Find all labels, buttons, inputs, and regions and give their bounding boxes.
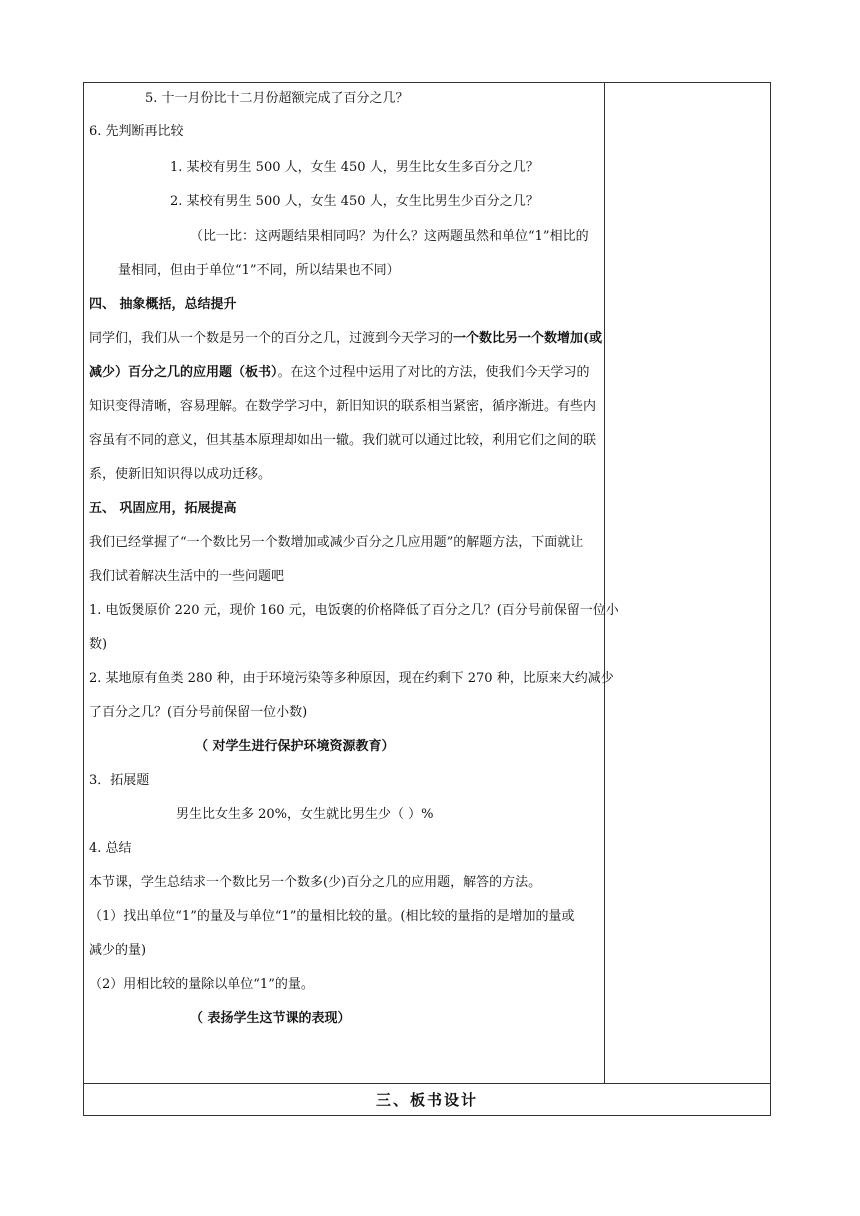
section-4-heading: 四、 抽象概括，总结提升 xyxy=(89,297,237,312)
section-6-heading: 6. 先判断再比较 xyxy=(89,124,184,139)
question-5: 5. 十一月份比十二月份超额完成了百分之几？ xyxy=(145,91,409,106)
extension-question: 男生比女生多 20%，女生就比男生少（ ）% xyxy=(176,807,434,822)
praise-note: （ 表扬学生这节课的表现） xyxy=(190,1011,351,1026)
summary-intro: 本节课，学生总结求一个数比另一个数多(少)百分之几的应用题，解答的方法。 xyxy=(89,875,542,890)
summary-step-1-line-2: 减少的量) xyxy=(89,943,147,958)
section-4-para-line-3: 知识变得清晰，容易理解。在数学学习中，新旧知识的联系相当紧密，循序渐进。有些内 xyxy=(89,399,597,414)
section-4-para-line-5: 系，使新旧知识得以成功迁移。 xyxy=(89,467,272,482)
section-5-para-line-1: 我们已经掌握了“一个数比另一个数增加或减少百分之几应用题”的解题方法，下面就让 xyxy=(89,535,584,550)
exercise-1-line-2: 数) xyxy=(89,637,108,652)
section-6-item-2: 2. 某校有男生 500 人，女生 450 人，女生比男生少百分之几？ xyxy=(170,194,539,209)
exercise-2-line-2: 了百分之几？(百分号前保留一位小数) xyxy=(89,705,308,720)
summary-heading: 4. 总结 xyxy=(89,841,132,856)
exercise-1-line-1: 1. 电饭煲原价 220 元，现价 160 元，电饭褒的价格降低了百分之几？(百分号前保留一位小 xyxy=(89,603,619,618)
para-bold-text: 一个数比另一个数增加(或 xyxy=(453,331,603,346)
section-5-heading: 五、 巩固应用，拓展提高 xyxy=(89,501,237,516)
para-text: 同学们，我们从一个数是另一个的百分之几，过渡到今天学习的 xyxy=(89,331,454,346)
board-design-title: 三、板书设计 xyxy=(375,1091,478,1109)
summary-step-2: （2）用相比较的量除以单位“1”的量。 xyxy=(89,977,314,992)
section-4-para-line-2 xyxy=(89,364,590,382)
para-text: 。在这个过程中运用了对比的方法，使我们今天学习的 xyxy=(277,365,590,380)
section-6-note-line-2: 量相同，但由于单位“1”不同，所以结果也不同） xyxy=(118,263,400,278)
environment-education-note: （ 对学生进行保护环境资源教育） xyxy=(195,739,395,754)
para-bold-text: 减少）百分之几的应用题（板书） xyxy=(89,365,278,380)
column-divider xyxy=(604,82,605,1083)
exercise-2-line-1: 2. 某地原有鱼类 280 种，由于环境污染等多种原因，现在约剩下 270 种，比原来大约减少 xyxy=(89,671,614,686)
section-6-item-1: 1. 某校有男生 500 人，女生 450 人，男生比女生多百分之几？ xyxy=(170,160,539,175)
section-6-note-line-1: （比一比：这两题结果相同吗？为什么？这两题虽然和单位“1”相比的 xyxy=(190,229,589,244)
section-5-para-line-2: 我们试着解决生活中的一些问题吧 xyxy=(89,569,285,584)
section-4-para-line-1 xyxy=(89,330,602,348)
extension-heading: 3．拓展题 xyxy=(89,773,150,788)
section-4-para-line-4: 容虽有不同的意义，但其基本原理却如出一辙。我们就可以通过比较，利用它们之间的联 xyxy=(89,433,597,448)
summary-step-1-line-1: （1）找出单位“1”的量及与单位“1”的量相比较的量。(相比较的量指的是增加的量或 xyxy=(89,909,575,924)
